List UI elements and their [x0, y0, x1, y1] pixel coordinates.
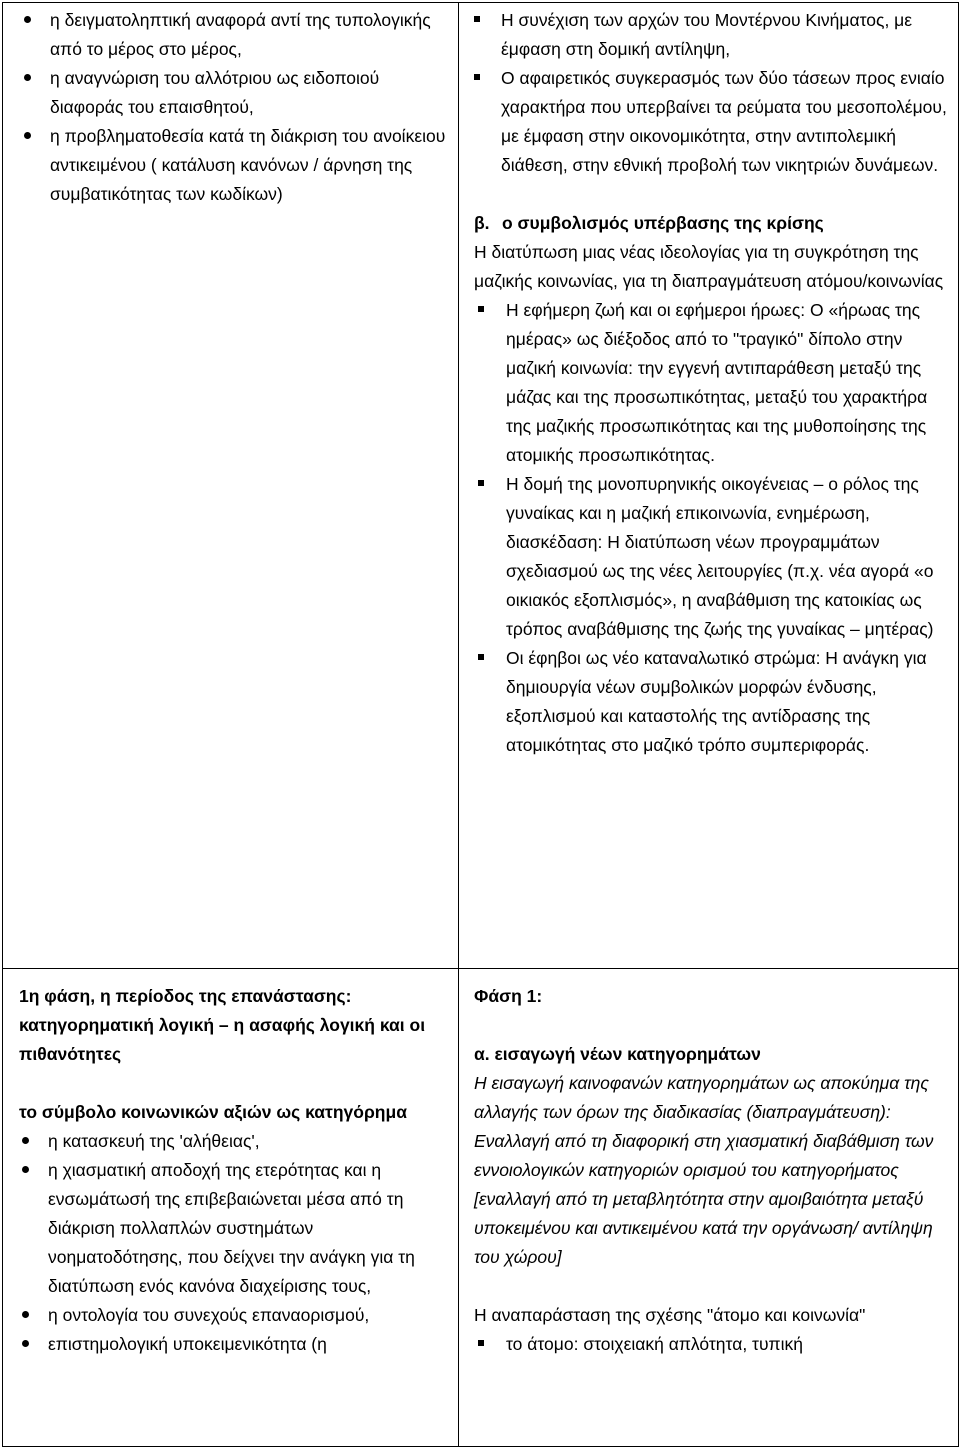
symbol-subheading: το σύμβολο κοινωνικών αξιών ως κατηγόρημα — [19, 1102, 407, 1122]
list-item: η οντολογία του συνεχούς επαναορισμού, — [19, 1301, 452, 1330]
section-b-list — [474, 296, 950, 760]
spacer — [474, 1011, 950, 1040]
left-bottom-list — [19, 1127, 452, 1359]
spacer — [474, 1272, 950, 1301]
table-row — [3, 969, 959, 1447]
list-item: επιστημολογική υποκειμενικότητα (η — [19, 1330, 452, 1359]
list-item: η προβληματοθεσία κατά τη διάκριση του ανοίκειου αντικειμένου ( κατάλυση κανόνων / άρνηση της συμβατικότητας των κωδίκων) — [21, 122, 452, 209]
list-item: η αναγνώριση του αλλότριου ως ειδοποιού διαφοράς του επαισθητού, — [21, 64, 452, 122]
section-b-heading — [474, 209, 950, 238]
italic-paragraph-1: Εναλλαγή από τη διαφορική στη χιασματική διαβάθμιση των εννοιολογικών κατηγοριών ορισμού του κατηγορήματος — [474, 1131, 934, 1180]
list-item: Η συνέχιση των αρχών του Μοντέρνου Κινήματος, με έμφαση στη δομική αντίληψη, — [474, 6, 950, 64]
list-item: Ο αφαιρετικός συγκερασμός των δύο τάσεων προς ενιαίο χαρακτήρα που υπερβαίνει τα ρεύματα του μεσοπολέμου, με έμφαση στην οικονομικότητα, στην αντιπολεμική διάθεση, στην εθνική προβολή των νικητριών δυνάμεων. — [474, 64, 950, 180]
table-row — [3, 3, 959, 969]
phase-label: Φάση 1: — [474, 986, 543, 1006]
list-item: Η εφήμερη ζωή και οι εφήμεροι ήρωες: Ο «ήρωας της ημέρας» ως διέξοδος από το "τραγικό" δίπολο στην μαζική κοινωνία: την εγγενή αντιπαράθεση μεταξύ της μάζας και της προσωπικότητας, μεταξύ του χαρακτήρα της μαζικής προσωπικότητας και της μυθοποίησης της ατομικής προσωπικότητας. — [474, 296, 950, 470]
spacer — [474, 180, 950, 209]
right-bottom-list — [474, 1330, 950, 1359]
content-table — [2, 2, 959, 1447]
list-item: το άτομο: στοιχειακή απλότητα, τυπική — [474, 1330, 950, 1359]
section-b-intro: Η διατύπωση μιας νέας ιδεολογίας για τη συγκρότηση της μαζικής κοινωνίας, για τη διαπραγμάτευση ατόμου/κοινωνίας — [474, 242, 944, 291]
list-item: η δειγματοληπτική αναφορά αντί της τυπολογικής από το μέρος στο μέρος, — [21, 6, 452, 64]
left-top-cell — [3, 3, 459, 969]
section-b-number: β. — [474, 213, 490, 233]
phase-heading: 1η φάση, η περίοδος της επανάστασης: κατηγορηματική λογική – η ασαφής λογική και οι πιθανότητες — [19, 986, 426, 1064]
list-item: Οι έφηβοι ως νέο καταναλωτικό στρώμα: Η ανάγκη για δημιουργία νέων συμβολικών μορφών ένδυσης, εξοπλισμού και καταστολής της αντίδρασης της ατομικότητας στο μαζικό τρόπο συμπεριφοράς. — [474, 644, 950, 760]
spacer — [19, 1069, 452, 1098]
left-bottom-cell — [3, 969, 459, 1447]
right-top-cell — [459, 3, 959, 969]
list-item: η κατασκευή της 'αλήθειας', — [19, 1127, 452, 1156]
left-top-list — [21, 6, 452, 209]
section-a-text: Η εισαγωγή καινοφανών κατηγορημάτων ως αποκύημα της αλλαγής των όρων της διαδικασίας (διαπραγμάτευση): — [474, 1073, 929, 1122]
section-a-title: α. εισαγωγή νέων κατηγορημάτων — [474, 1044, 761, 1064]
italic-paragraph-2: [εναλλαγή από τη μεταβλητότητα στην αμοιβαιότητα μεταξύ υποκειμένου και αντικειμένου κατά την οργάνωση/ αντίληψη του χώρου] — [474, 1189, 933, 1267]
right-bottom-cell — [459, 969, 959, 1447]
list-item: Η δομή της μονοπυρηνικής οικογένειας – ο ρόλος της γυναίκας και η μαζική επικοινωνία, ενημέρωση, διασκέδαση: Η διατύπωση νέων προγραμμάτων σχεδιασμού ως της νέες λειτουργίες (π.χ. νέα αγορά «ο οικιακός εξοπλισμός», η αναβάθμιση της κατοικίας ως τρόπος αναβάθμισης της ζωής της γυναίκας – μητέρας) — [474, 470, 950, 644]
relation-text: Η αναπαράσταση της σχέσης "άτομο και κοινωνία" — [474, 1305, 866, 1325]
section-b-title: ο συμβολισμός υπέρβασης της κρίσης — [502, 213, 824, 233]
right-top-list — [474, 6, 950, 180]
list-item: η χιασματική αποδοχή της ετερότητας και η ενσωμάτωσή της επιβεβαιώνεται μέσα από τη διάκριση πολλαπλών συστημάτων νοηματοδότησης, που δείχνει την ανάγκη για τη διατύπωση ενός κανόνα διαχείρισης τους, — [19, 1156, 452, 1301]
